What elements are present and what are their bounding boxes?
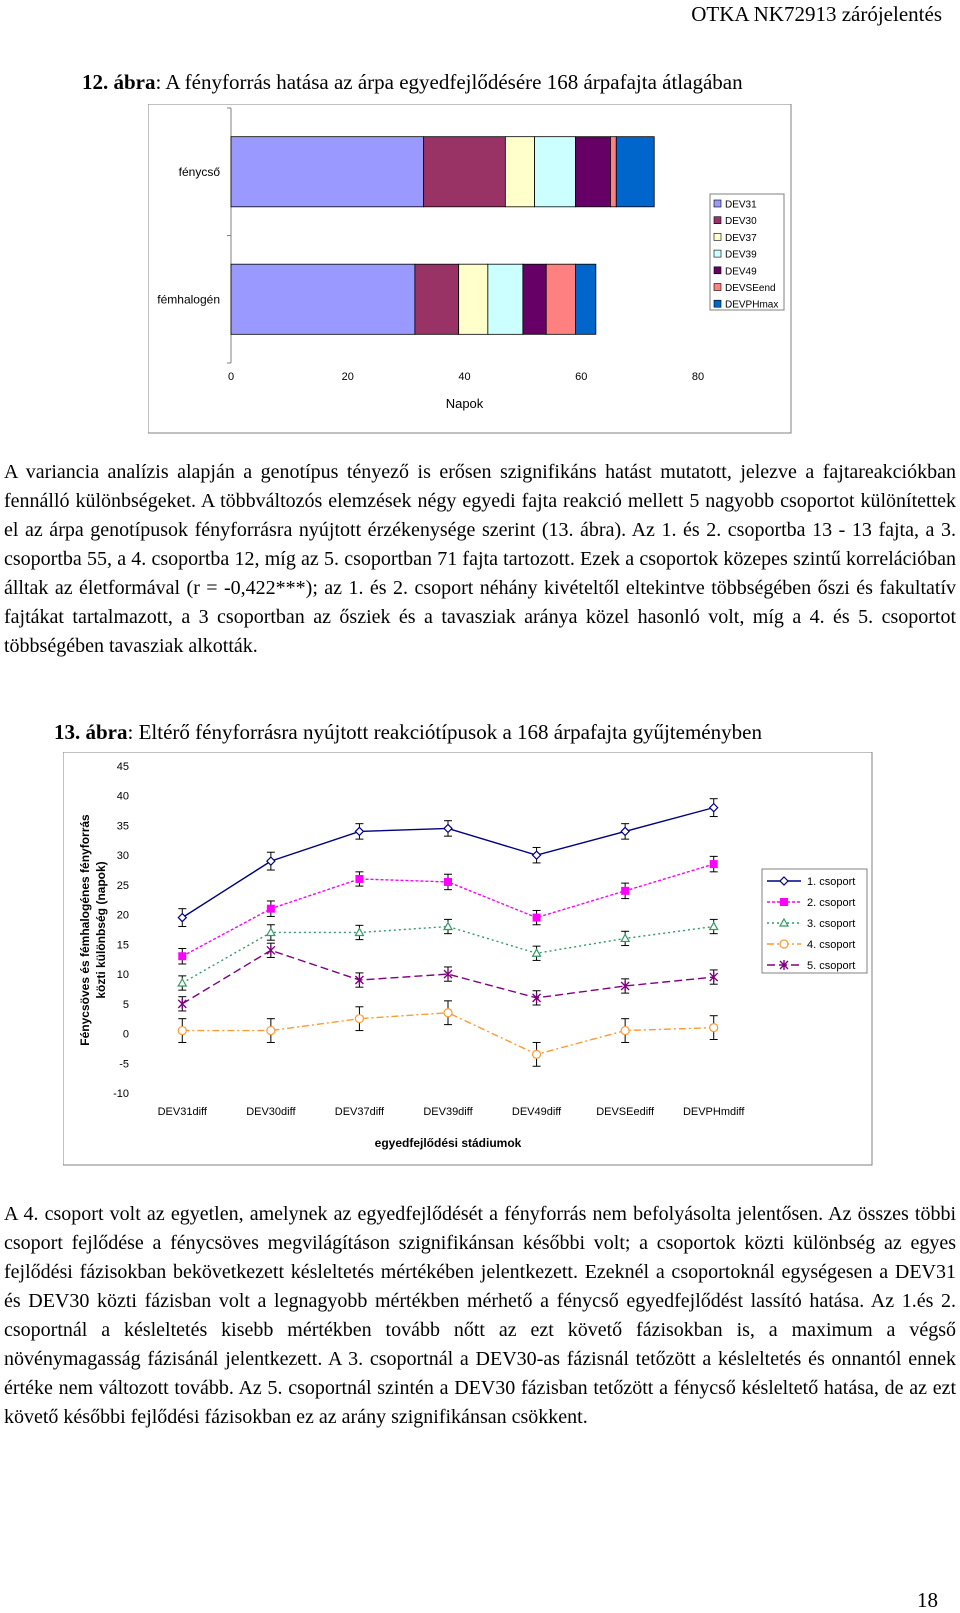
- chart2-y-axis-label-line2: közti különbség (napok): [94, 861, 108, 999]
- chart1-bar-segment: [546, 264, 575, 334]
- chart-line-groups: [63, 752, 873, 1166]
- chart1-bar-segment: [488, 264, 523, 334]
- chart1-bar-segment: [575, 137, 610, 207]
- chart2-y-tick-label: 25: [116, 879, 129, 892]
- chart1-bar-segment: [415, 264, 459, 334]
- chart1-x-tick-label: 20: [341, 371, 354, 383]
- chart1-legend-label: DEV31: [725, 199, 757, 211]
- chart1-legend-swatch: [714, 300, 721, 307]
- chart2-x-tick-label: DEVSEediff: [596, 1106, 655, 1118]
- chart1-legend-swatch: [714, 250, 721, 257]
- figure13-caption-number: 13. ábra: [54, 720, 128, 744]
- chart1-legend-label: DEVSEend: [725, 283, 776, 294]
- chart1-bar-segment: [505, 137, 534, 207]
- chart1-x-tick-label: 40: [458, 371, 471, 383]
- chart2-legend-label: 5. csoport: [807, 960, 856, 972]
- chart2-x-tick-label: DEV30diff: [246, 1106, 296, 1118]
- chart1-x-tick-label: 80: [691, 371, 705, 383]
- chart1-legend-swatch: [714, 200, 721, 207]
- figure13-caption-text: : Eltérő fényforrásra nyújtott reakciótípusok a 168 árpafajta gyűjteményben: [127, 720, 762, 744]
- chart2-data-point: [355, 1015, 363, 1023]
- paragraph-results: A 4. csoport volt az egyetlen, amelynek az egyedfejlődését a fényforrás nem befolyásolta jelentősen. Az összes többi csoport fejlődése a fénycsöves megvilágításon szignifikánsan későbbi volt; a csoportok közti különbség az egyes fejlődési fázisokban bekövetkezett késleltetés mértékében jelentkezett. Ezeknél a csoportoknál egységesen a DEV31 és DEV30 közti fázisban volt a legnagyobb mértékben mérhető a fénycső egyedfejlődést lassító hatása. Az 1.és 2. csoportnál a késleltetés kisebb mértékben tovább nőtt az ezt követő fázisokban is, a maximum a végső növénymagasság fázisánál jelentkezett. A 3. csoportnál a DEV30-as fázisnál tetőzött a késleltetés és onnantól ennek értéke nem változott tovább. Az 5. csoportnál szintén a DEV30 fázisban tetőzött a fénycső késleltető hatása, de az ezt követő későbbi fejlődési fázisokban ez az arány szignifikánsan csökkent.: [4, 1203, 956, 1428]
- chart2-legend-label: 4. csoport: [807, 939, 856, 951]
- chart2-legend-label: 2. csoport: [807, 897, 856, 909]
- chart1-legend-label: DEV30: [725, 216, 757, 228]
- chart2-y-tick-label: 5: [122, 998, 129, 1011]
- chart2-x-tick-label: DEV37diff: [334, 1106, 385, 1118]
- chart2-y-tick-label: 35: [116, 820, 129, 833]
- chart2-data-point: [621, 1027, 629, 1035]
- chart1-x-tick-label: 60: [575, 371, 588, 383]
- chart2-legend: [762, 869, 867, 973]
- chart1-x-axis-label: Napok: [445, 396, 484, 411]
- chart2-x-tick-label: DEV49diff: [511, 1106, 562, 1118]
- chart1-category-label: fémhalogén: [157, 292, 220, 307]
- chart2-data-point: [445, 878, 452, 885]
- chart2-data-point: [710, 1024, 718, 1032]
- chart2-data-point: [533, 1050, 541, 1058]
- chart1-legend-swatch: [714, 233, 721, 240]
- chart1-bar-segment: [575, 264, 595, 334]
- chart2-data-point: [178, 1027, 186, 1035]
- chart1-legend: [710, 194, 784, 311]
- chart2-y-tick-label: 40: [116, 790, 129, 803]
- chart2-y-tick-label: 0: [122, 1028, 129, 1041]
- chart2-y-tick-label: 20: [116, 909, 129, 922]
- paragraph-variance: A variancia analízis alapján a genotípus tényező is erősen szignifikáns hatást mutatott, jelezve a fajtareakciókban fennálló különbségeket. A többváltozós elemzések négy egyedi fajta reakció mellett 5 nagyobb csoportot különítettek el az árpa genotípusok fényforrásra nyújtott érzékenysége szerint (13. ábra). Az 1. és 2. csoportba 13 - 13 fajta, a 3. csoportba 55, a 4. csoportba 12, míg az 5. csoportban 71 fajta tartozott. Ezek a csoportok közepes szintű korrelációban álltak az életformával (r = -0,422***); az 1. és 2. csoport néhány kivételtől eltekintve többségében őszi és fakultatív fajtákat tartalmazott, a 3 csoportban az ősziek és a tavasziak aránya közel hasonló volt, míg a 4. és 5. csoportot többségében tavasziak alkották.: [4, 461, 956, 657]
- chart1-legend-label: DEV37: [725, 232, 757, 244]
- chart2-x-axis-label: egyedfejlődési stádiumok: [374, 1136, 522, 1150]
- chart2-x-tick-label: DEV31diff: [157, 1106, 207, 1118]
- chart1-bar-segment: [424, 137, 506, 207]
- chart2-y-tick-label: 45: [116, 761, 129, 773]
- chart2-y-axis-label-line1: Fénycsöves és fémhalogénes fényforrás: [78, 814, 92, 1046]
- chart2-legend-label: 1. csoport: [807, 876, 856, 888]
- chart1-legend-swatch: [714, 284, 721, 291]
- chart1-legend-swatch: [714, 267, 721, 274]
- chart1-bar-segment: [535, 137, 576, 207]
- chart1-bar-segment: [231, 137, 424, 207]
- chart2-data-point: [179, 953, 186, 960]
- figure12-caption: [82, 70, 743, 95]
- chart1-bar-segment: [459, 264, 488, 334]
- chart1-bar-segment: [231, 264, 415, 334]
- chart2-data-point: [622, 887, 629, 894]
- figure12-caption-number: 12. ábra: [82, 70, 156, 94]
- chart2-data-point: [444, 1009, 452, 1017]
- chart2-y-tick-label: 10: [116, 969, 129, 982]
- chart2-x-tick-label: DEVPHmdiff: [682, 1106, 745, 1118]
- chart2-legend-marker: [780, 940, 788, 948]
- chart1-legend-swatch: [714, 217, 721, 224]
- chart2-y-tick-label: 15: [116, 939, 129, 952]
- chart1-legend-label: DEVPHmax: [725, 299, 779, 311]
- chart1-bar-segment: [610, 137, 616, 207]
- chart1-legend-label: DEV49: [725, 266, 757, 278]
- chart2-data-point: [267, 905, 274, 912]
- chart1-category-label: fénycső: [178, 164, 220, 179]
- chart2-legend-label: 3. csoport: [807, 918, 856, 930]
- chart1-x-tick-label: 0: [227, 371, 235, 383]
- page-number: 18: [917, 1588, 938, 1612]
- figure12-caption-text: : A fényforrás hatása az árpa egyedfejlődésére 168 árpafajta átlagában: [155, 70, 743, 94]
- chart2-data-point: [356, 875, 363, 882]
- chart2-data-point: [267, 1027, 275, 1035]
- chart-stacked-bar: [148, 104, 792, 434]
- chart2-y-tick-label: -10: [113, 1088, 129, 1100]
- chart2-y-tick-label: 30: [116, 850, 129, 863]
- chart2-y-tick-label: -5: [119, 1058, 129, 1071]
- chart2-legend-marker: [781, 899, 788, 906]
- chart2-x-tick-label: DEV39diff: [423, 1106, 473, 1118]
- page-header: OTKA NK72913 zárójelentés: [691, 2, 942, 26]
- figure13-caption: [54, 720, 762, 745]
- chart1-bar-segment: [616, 137, 654, 207]
- chart2-data-point: [710, 861, 717, 868]
- chart1-legend-label: DEV39: [725, 249, 757, 261]
- chart2-data-point: [533, 914, 540, 921]
- chart1-bar-segment: [523, 264, 546, 334]
